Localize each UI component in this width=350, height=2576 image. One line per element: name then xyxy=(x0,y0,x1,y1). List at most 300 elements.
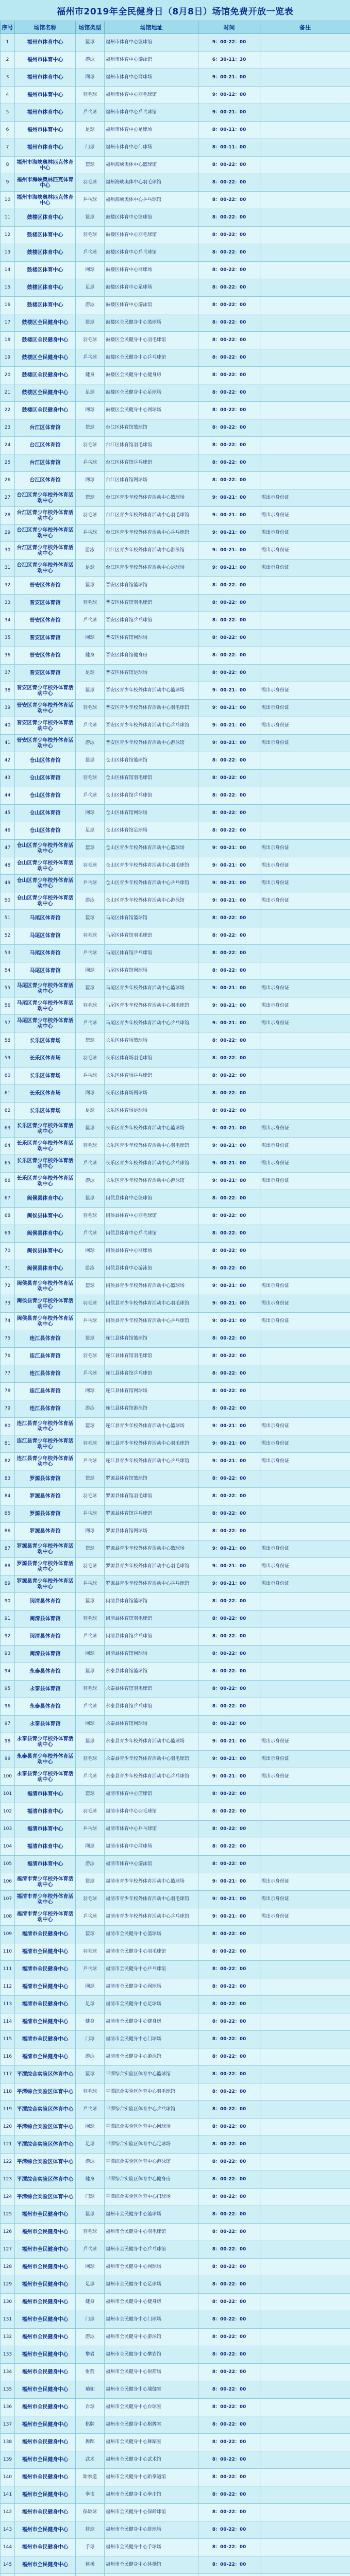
cell-venue-name: 福清市全民健身中心 xyxy=(15,2048,76,2066)
cell-seq: 18 xyxy=(1,332,15,349)
cell-venue-type: 网球 xyxy=(76,1978,105,1996)
cell-venue-type: 游泳 xyxy=(76,1173,105,1190)
cell-venue-name: 台江区青少年校外体育活动中心 xyxy=(15,507,76,524)
cell-note xyxy=(260,2574,350,2576)
cell-address: 福州市全民健身中心羽毛球馆 xyxy=(105,2224,198,2241)
cell-venue-type: 拳击 xyxy=(76,2486,105,2504)
cell-note: 需出示身份证 xyxy=(260,700,350,717)
table-row xyxy=(1,892,350,910)
cell-venue-type: 乒乓球 xyxy=(76,1768,105,1786)
table-row xyxy=(1,1225,350,1243)
cell-venue-name: 永泰县青少年校外体育活动中心 xyxy=(15,1751,76,1768)
cell-open-time: 8：00-22：00 xyxy=(198,384,260,402)
table-row xyxy=(1,1611,350,1628)
cell-seq: 8 xyxy=(1,157,15,174)
table-row xyxy=(1,2486,350,2504)
table-row xyxy=(1,2048,350,2066)
table-row xyxy=(1,437,350,454)
cell-open-time: 8：00-22：00 xyxy=(198,927,260,945)
table-row xyxy=(1,2381,350,2399)
cell-address: 连江县青少年校外体育活动中心篮球场 xyxy=(105,1418,198,1435)
cell-venue-name: 仓山区青少年校外体育活动中心 xyxy=(15,840,76,857)
cell-note xyxy=(260,2381,350,2399)
cell-note xyxy=(260,2521,350,2539)
cell-note xyxy=(260,2364,350,2381)
cell-venue-name: 平潭综合实验区体育中心 xyxy=(15,2136,76,2154)
cell-seq: 89 xyxy=(1,1575,15,1593)
cell-venue-name: 福清市体育中心 xyxy=(15,1786,76,1803)
cell-venue-type: 网球 xyxy=(76,962,105,980)
table-row xyxy=(1,1015,350,1032)
table-row xyxy=(1,2276,350,2294)
cell-venue-name: 鼓楼区全民健身中心 xyxy=(15,402,76,419)
cell-note: 需出示身份证 xyxy=(260,560,350,577)
cell-open-time: 8：00-22：00 xyxy=(198,1663,260,1681)
cell-venue-type: 篮球 xyxy=(76,34,105,52)
cell-seq: 130 xyxy=(1,2294,15,2311)
cell-open-time: 8：00-22：00 xyxy=(198,1996,260,2013)
cell-venue-type: 排球 xyxy=(76,2521,105,2539)
cell-open-time: 8：00-22：00 xyxy=(198,437,260,454)
table-row xyxy=(1,1856,350,1873)
table-row xyxy=(1,2521,350,2539)
cell-address: 平潭综合实验区体育中心篮球馆 xyxy=(105,2066,198,2083)
cell-seq: 64 xyxy=(1,1138,15,1155)
cell-venue-name: 罗源县青少年校外体育活动中心 xyxy=(15,1558,76,1575)
cell-venue-name: 平潭综合实验区体育中心 xyxy=(15,2101,76,2119)
cell-seq: 33 xyxy=(1,595,15,612)
cell-venue-type: 羽毛球 xyxy=(76,595,105,612)
cell-venue-type: 羽毛球 xyxy=(76,1435,105,1453)
cell-venue-name: 台江区体育馆 xyxy=(15,454,76,472)
cell-venue-type: 网球 xyxy=(76,262,105,279)
cell-seq: 54 xyxy=(1,962,15,980)
cell-seq: 1 xyxy=(1,34,15,52)
cell-venue-type: 乒乓球 xyxy=(76,787,105,805)
cell-open-time: 8：00-22：00 xyxy=(198,1190,260,1208)
cell-venue-name: 福州市海峡奥林匹克体育中心 xyxy=(15,174,76,192)
cell-open-time: 8：00-22：00 xyxy=(198,314,260,332)
cell-seq: 145 xyxy=(1,2556,15,2574)
cell-open-time: 8：00-22：00 xyxy=(198,2276,260,2294)
cell-seq: 26 xyxy=(1,472,15,489)
cell-note: 需出示身份证 xyxy=(260,1173,350,1190)
table-row xyxy=(1,1593,350,1611)
cell-open-time: 8：00-22：00 xyxy=(198,2451,260,2469)
cell-open-time: 8：00-22：00 xyxy=(198,1646,260,1663)
table-row xyxy=(1,612,350,630)
table-body xyxy=(1,34,350,2576)
cell-open-time: 8：00-22：00 xyxy=(198,1050,260,1067)
cell-venue-type: 手球 xyxy=(76,2539,105,2556)
cell-note: 需出示身份证 xyxy=(260,1733,350,1751)
cell-seq: 29 xyxy=(1,524,15,542)
cell-open-time: 9：00-21：00 xyxy=(198,892,260,910)
cell-open-time: 8：00-22：00 xyxy=(198,805,260,822)
cell-seq: 94 xyxy=(1,1663,15,1681)
cell-open-time: 9：00-21：00 xyxy=(198,840,260,857)
cell-seq: 2 xyxy=(1,52,15,69)
cell-seq: 10 xyxy=(1,192,15,209)
cell-open-time: 8：00-11：00 xyxy=(198,122,260,139)
cell-open-time: 8：00-22：00 xyxy=(198,630,260,647)
cell-venue-type: 羽毛球 xyxy=(76,227,105,244)
cell-seq: 117 xyxy=(1,2066,15,2083)
cell-venue-type: 篮球 xyxy=(76,752,105,770)
cell-venue-name: 福州市全民健身中心 xyxy=(15,2451,76,2469)
cell-address: 福州海峡奥体中心篮球馆 xyxy=(105,157,198,174)
cell-open-time: 8：00-22：00 xyxy=(198,2399,260,2416)
cell-open-time: 9：00-21：00 xyxy=(198,1453,260,1470)
table-row xyxy=(1,1138,350,1155)
cell-address: 平潭综合实验区体育中心足球场 xyxy=(105,2136,198,2154)
cell-open-time: 8：00-22：00 xyxy=(198,1803,260,1821)
cell-seq: 105 xyxy=(1,1856,15,1873)
cell-note xyxy=(260,279,350,297)
cell-venue-name: 台江区青少年校外体育活动中心 xyxy=(15,560,76,577)
table-row xyxy=(1,402,350,419)
cell-note xyxy=(260,945,350,962)
cell-venue-type: 游泳 xyxy=(76,735,105,752)
table-row xyxy=(1,1050,350,1067)
cell-venue-type: 篮球 xyxy=(76,2206,105,2224)
table-row xyxy=(1,384,350,402)
cell-venue-name: 罗源县体育馆 xyxy=(15,1523,76,1540)
cell-open-time: 9：00-22：00 xyxy=(198,34,260,52)
cell-seq: 43 xyxy=(1,770,15,787)
table-row xyxy=(1,1943,350,1961)
table-row xyxy=(1,472,350,489)
cell-venue-name: 晋安区青少年校外体育活动中心 xyxy=(15,717,76,735)
cell-seq: 24 xyxy=(1,437,15,454)
cell-address: 福州市体育中心足球场 xyxy=(105,122,198,139)
cell-venue-name: 闽侯县体育中心 xyxy=(15,1243,76,1260)
cell-address: 连江县体育馆乒乓球馆 xyxy=(105,1365,198,1383)
cell-venue-name: 鼓楼区体育中心 xyxy=(15,244,76,262)
cell-seq: 14 xyxy=(1,262,15,279)
table-row xyxy=(1,1540,350,1558)
cell-address: 福州市全民健身中心瑜伽室 xyxy=(105,2381,198,2399)
cell-venue-name: 福清市青少年校外体育活动中心 xyxy=(15,1908,76,1926)
cell-address: 马尾区青少年校外体育活动中心羽毛球馆 xyxy=(105,997,198,1015)
cell-open-time: 8：00-22：00 xyxy=(198,244,260,262)
cell-note xyxy=(260,332,350,349)
cell-seq: 11 xyxy=(1,209,15,227)
cell-note xyxy=(260,227,350,244)
cell-address: 鼓楼区全民健身中心健身房 xyxy=(105,367,198,384)
cell-seq: 9 xyxy=(1,174,15,192)
cell-seq: 126 xyxy=(1,2224,15,2241)
cell-venue-type: 网球 xyxy=(76,630,105,647)
cell-seq: 45 xyxy=(1,805,15,822)
cell-note xyxy=(260,1978,350,1996)
cell-venue-type: 足球 xyxy=(76,122,105,139)
cell-venue-type: 羽毛球 xyxy=(76,1558,105,1575)
cell-seq: 60 xyxy=(1,1067,15,1085)
cell-venue-name: 晋安区体育馆 xyxy=(15,577,76,595)
cell-address: 台江区青少年校外体育活动中心乒乓球馆 xyxy=(105,524,198,542)
cell-address: 福州市全民健身中心台球室 xyxy=(105,2399,198,2416)
cell-note xyxy=(260,910,350,927)
cell-venue-name: 连江县青少年校外体育活动中心 xyxy=(15,1453,76,1470)
cell-venue-type: 羽毛球 xyxy=(76,87,105,104)
cell-seq: 46 xyxy=(1,822,15,840)
cell-address: 罗源县青少年校外体育活动中心羽毛球馆 xyxy=(105,1558,198,1575)
cell-note xyxy=(260,630,350,647)
cell-note xyxy=(260,2189,350,2206)
cell-seq: 120 xyxy=(1,2119,15,2136)
cell-venue-type xyxy=(76,2574,105,2576)
cell-open-time: 8：00-22：00 xyxy=(198,770,260,787)
cell-open-time: 8：00-22：00 xyxy=(198,595,260,612)
cell-seq: 71 xyxy=(1,1260,15,1278)
cell-venue-name: 仓山区青少年校外体育活动中心 xyxy=(15,892,76,910)
cell-venue-name: 罗源县青少年校外体育活动中心 xyxy=(15,1540,76,1558)
table-row xyxy=(1,2171,350,2189)
cell-venue-name xyxy=(15,2574,76,2576)
cell-venue-type: 篮球 xyxy=(76,1873,105,1891)
cell-venue-type: 羽毛球 xyxy=(76,927,105,945)
cell-note: 需出示身份证 xyxy=(260,524,350,542)
cell-venue-name: 罗源县青少年校外体育活动中心 xyxy=(15,1575,76,1593)
cell-seq: 87 xyxy=(1,1540,15,1558)
cell-seq: 59 xyxy=(1,1050,15,1067)
cell-address: 福清市青少年校外体育活动中心羽毛球馆 xyxy=(105,1891,198,1908)
cell-venue-name: 福清市全民健身中心 xyxy=(15,2013,76,2031)
cell-venue-name: 福清市全民健身中心 xyxy=(15,1926,76,1943)
cell-venue-name: 鼓楼区全民健身中心 xyxy=(15,314,76,332)
cell-open-time: 8：00-22：00 xyxy=(198,1208,260,1225)
cell-open-time: 8：00-22：00 xyxy=(198,2013,260,2031)
cell-venue-name: 台江区青少年校外体育活动中心 xyxy=(15,524,76,542)
cell-venue-name: 福清市全民健身中心 xyxy=(15,1996,76,2013)
table-row xyxy=(1,962,350,980)
cell-note xyxy=(260,1103,350,1120)
cell-address: 永泰县青少年校外体育活动中心羽毛球馆 xyxy=(105,1751,198,1768)
cell-note xyxy=(260,1085,350,1103)
cell-venue-type: 游泳 xyxy=(76,2048,105,2066)
cell-venue-type: 乒乓球 xyxy=(76,2241,105,2259)
cell-venue-name: 福州市全民健身中心 xyxy=(15,2521,76,2539)
cell-open-time: 9：00-21：00 xyxy=(198,104,260,122)
cell-address: 马尾区体育馆乒乓球馆 xyxy=(105,945,198,962)
table-row xyxy=(1,52,350,69)
cell-open-time: 8：00-22：00 xyxy=(198,1821,260,1838)
cell-seq: 110 xyxy=(1,1943,15,1961)
cell-venue-type: 健身 xyxy=(76,2294,105,2311)
cell-seq: 82 xyxy=(1,1453,15,1470)
cell-address: 仓山区青少年校外体育活动中心乒乓球馆 xyxy=(105,875,198,892)
cell-address: 鼓楼区全民健身中心篮球场 xyxy=(105,314,198,332)
cell-venue-name: 长乐区体育场 xyxy=(15,1050,76,1067)
cell-seq xyxy=(1,2574,15,2576)
cell-venue-name: 福清市全民健身中心 xyxy=(15,1978,76,1996)
table-row xyxy=(1,2136,350,2154)
cell-note xyxy=(260,612,350,630)
cell-address: 福州市全民健身中心武术馆 xyxy=(105,2451,198,2469)
table-row xyxy=(1,1628,350,1646)
cell-venue-name: 连江县体育馆 xyxy=(15,1330,76,1348)
table-row xyxy=(1,1120,350,1138)
cell-open-time: 8：00-22：00 xyxy=(198,612,260,630)
cell-note xyxy=(260,1821,350,1838)
cell-seq: 121 xyxy=(1,2136,15,2154)
cell-venue-type: 网球 xyxy=(76,1523,105,1540)
cell-address: 晋安区青少年校外体育活动中心羽毛球馆 xyxy=(105,700,198,717)
cell-address: 福清市体育中心羽毛球馆 xyxy=(105,1803,198,1821)
cell-venue-name: 连江县青少年校外体育活动中心 xyxy=(15,1418,76,1435)
cell-note: 需出示身份证 xyxy=(260,1155,350,1173)
table-row xyxy=(1,770,350,787)
cell-venue-name: 福州市全民健身中心 xyxy=(15,2329,76,2346)
cell-venue-name: 闽清县体育馆 xyxy=(15,1611,76,1628)
cell-venue-type: 门球 xyxy=(76,139,105,157)
cell-seq: 84 xyxy=(1,1488,15,1505)
cell-open-time: 9：00-21：00 xyxy=(198,1575,260,1593)
cell-venue-type: 羽毛球 xyxy=(76,1348,105,1365)
table-row xyxy=(1,700,350,717)
table-row xyxy=(1,174,350,192)
cell-note xyxy=(260,2346,350,2364)
table-row xyxy=(1,332,350,349)
cell-open-time: 9：00-21：00 xyxy=(198,1558,260,1575)
cell-venue-name: 晋安区体育馆 xyxy=(15,647,76,665)
cell-note xyxy=(260,2224,350,2241)
cell-seq: 39 xyxy=(1,700,15,717)
cell-address: 福清市青少年校外体育活动中心乒乓球馆 xyxy=(105,1908,198,1926)
cell-note xyxy=(260,2171,350,2189)
cell-address: 台江区体育馆羽毛球馆 xyxy=(105,437,198,454)
cell-venue-type: 乒乓球 xyxy=(76,875,105,892)
cell-note xyxy=(260,647,350,665)
cell-seq: 65 xyxy=(1,1155,15,1173)
table-row xyxy=(1,1873,350,1891)
cell-venue-name: 福州市全民健身中心 xyxy=(15,2486,76,2504)
cell-address: 马尾区青少年校外体育活动中心篮球场 xyxy=(105,980,198,997)
cell-venue-type: 羽毛球 xyxy=(76,1208,105,1225)
cell-venue-type: 乒乓球 xyxy=(76,1313,105,1330)
cell-note xyxy=(260,1208,350,1225)
cell-venue-type: 篮球 xyxy=(76,1120,105,1138)
cell-open-time: 8：00-22：00 xyxy=(198,2101,260,2119)
cell-seq: 73 xyxy=(1,1295,15,1313)
cell-seq: 50 xyxy=(1,892,15,910)
cell-address: 罗源县青少年校外体育活动中心篮球场 xyxy=(105,1540,198,1558)
cell-venue-name: 仓山区青少年校外体育活动中心 xyxy=(15,875,76,892)
cell-open-time: 8：00-22：00 xyxy=(198,1032,260,1050)
cell-note xyxy=(260,2329,350,2346)
cell-address: 福清市全民健身中心足球场 xyxy=(105,1996,198,2013)
cell-venue-type: 足球 xyxy=(76,2136,105,2154)
cell-address: 台江区青少年校外体育活动中心足球场 xyxy=(105,560,198,577)
header-name: 场馆名称 xyxy=(15,21,76,34)
cell-seq: 102 xyxy=(1,1803,15,1821)
cell-venue-type: 网球 xyxy=(76,1646,105,1663)
cell-open-time: 9：00-21：00 xyxy=(198,560,260,577)
table-row xyxy=(1,2101,350,2119)
cell-address: 闽清县体育馆篮球馆 xyxy=(105,1593,198,1611)
cell-venue-name: 福州市体育中心 xyxy=(15,104,76,122)
cell-open-time: 8：00-22：00 xyxy=(198,1348,260,1365)
cell-venue-type: 羽毛球 xyxy=(76,1138,105,1155)
cell-seq: 75 xyxy=(1,1330,15,1348)
table-row xyxy=(1,2224,350,2241)
table-row xyxy=(1,822,350,840)
cell-venue-name: 闽清县体育馆 xyxy=(15,1646,76,1663)
cell-venue-name: 福州市全民健身中心 xyxy=(15,2539,76,2556)
cell-note: 需出示身份证 xyxy=(260,840,350,857)
cell-note xyxy=(260,157,350,174)
table-row xyxy=(1,560,350,577)
cell-note xyxy=(260,419,350,437)
cell-note xyxy=(260,1593,350,1611)
cell-venue-name: 福州市全民健身中心 xyxy=(15,2381,76,2399)
cell-venue-type: 游泳 xyxy=(76,1400,105,1418)
cell-note: 需出示身份证 xyxy=(260,507,350,524)
cell-venue-name: 马尾区体育馆 xyxy=(15,962,76,980)
cell-open-time: 8：00-22：00 xyxy=(198,419,260,437)
cell-seq: 125 xyxy=(1,2206,15,2224)
cell-venue-name: 晋安区青少年校外体育活动中心 xyxy=(15,700,76,717)
cell-address: 台江区青少年校外体育活动中心羽毛球馆 xyxy=(105,507,198,524)
table-row xyxy=(1,1891,350,1908)
cell-address: 鼓楼区体育中心网球场 xyxy=(105,262,198,279)
cell-note xyxy=(260,2434,350,2451)
cell-address: 晋安区体育馆乒乓球馆 xyxy=(105,612,198,630)
cell-note xyxy=(260,2556,350,2574)
cell-note xyxy=(260,1943,350,1961)
table-row xyxy=(1,69,350,87)
cell-venue-type: 游泳 xyxy=(76,2154,105,2171)
cell-seq: 80 xyxy=(1,1418,15,1435)
cell-seq: 86 xyxy=(1,1523,15,1540)
cell-venue-type: 跆拳道 xyxy=(76,2469,105,2486)
cell-open-time: 8：00-22：00 xyxy=(198,2241,260,2259)
cell-note xyxy=(260,192,350,209)
cell-venue-name: 平潭综合实验区体育中心 xyxy=(15,2171,76,2189)
cell-address: 晋安区青少年校外体育活动中心游泳馆 xyxy=(105,735,198,752)
cell-venue-type: 门球 xyxy=(76,2311,105,2329)
cell-venue-name: 马尾区青少年校外体育活动中心 xyxy=(15,997,76,1015)
cell-seq: 35 xyxy=(1,630,15,647)
table-row xyxy=(1,1313,350,1330)
cell-venue-name: 马尾区体育馆 xyxy=(15,927,76,945)
cell-note xyxy=(260,2504,350,2521)
cell-note xyxy=(260,1611,350,1628)
cell-open-time: 8：00-22：00 xyxy=(198,2206,260,2224)
cell-open-time: 8：00-22：00 xyxy=(198,1260,260,1278)
cell-venue-name: 平潭综合实验区体育中心 xyxy=(15,2189,76,2206)
cell-venue-name: 闽侯县青少年校外体育活动中心 xyxy=(15,1313,76,1330)
cell-venue-type: 篮球 xyxy=(76,1540,105,1558)
table-row xyxy=(1,2154,350,2171)
cell-seq: 109 xyxy=(1,1926,15,1943)
cell-venue-type: 羽毛球 xyxy=(76,437,105,454)
cell-seq: 42 xyxy=(1,752,15,770)
cell-seq: 49 xyxy=(1,875,15,892)
cell-note xyxy=(260,384,350,402)
cell-address: 台江区体育馆篮球馆 xyxy=(105,419,198,437)
table-row xyxy=(1,1768,350,1786)
cell-venue-type: 网球 xyxy=(76,1716,105,1733)
cell-note: 需出示身份证 xyxy=(260,1278,350,1295)
table-row xyxy=(1,489,350,507)
cell-note xyxy=(260,262,350,279)
cell-seq: 36 xyxy=(1,647,15,665)
cell-venue-name: 仓山区体育馆 xyxy=(15,770,76,787)
table-row xyxy=(1,1208,350,1225)
table-row xyxy=(1,2259,350,2276)
